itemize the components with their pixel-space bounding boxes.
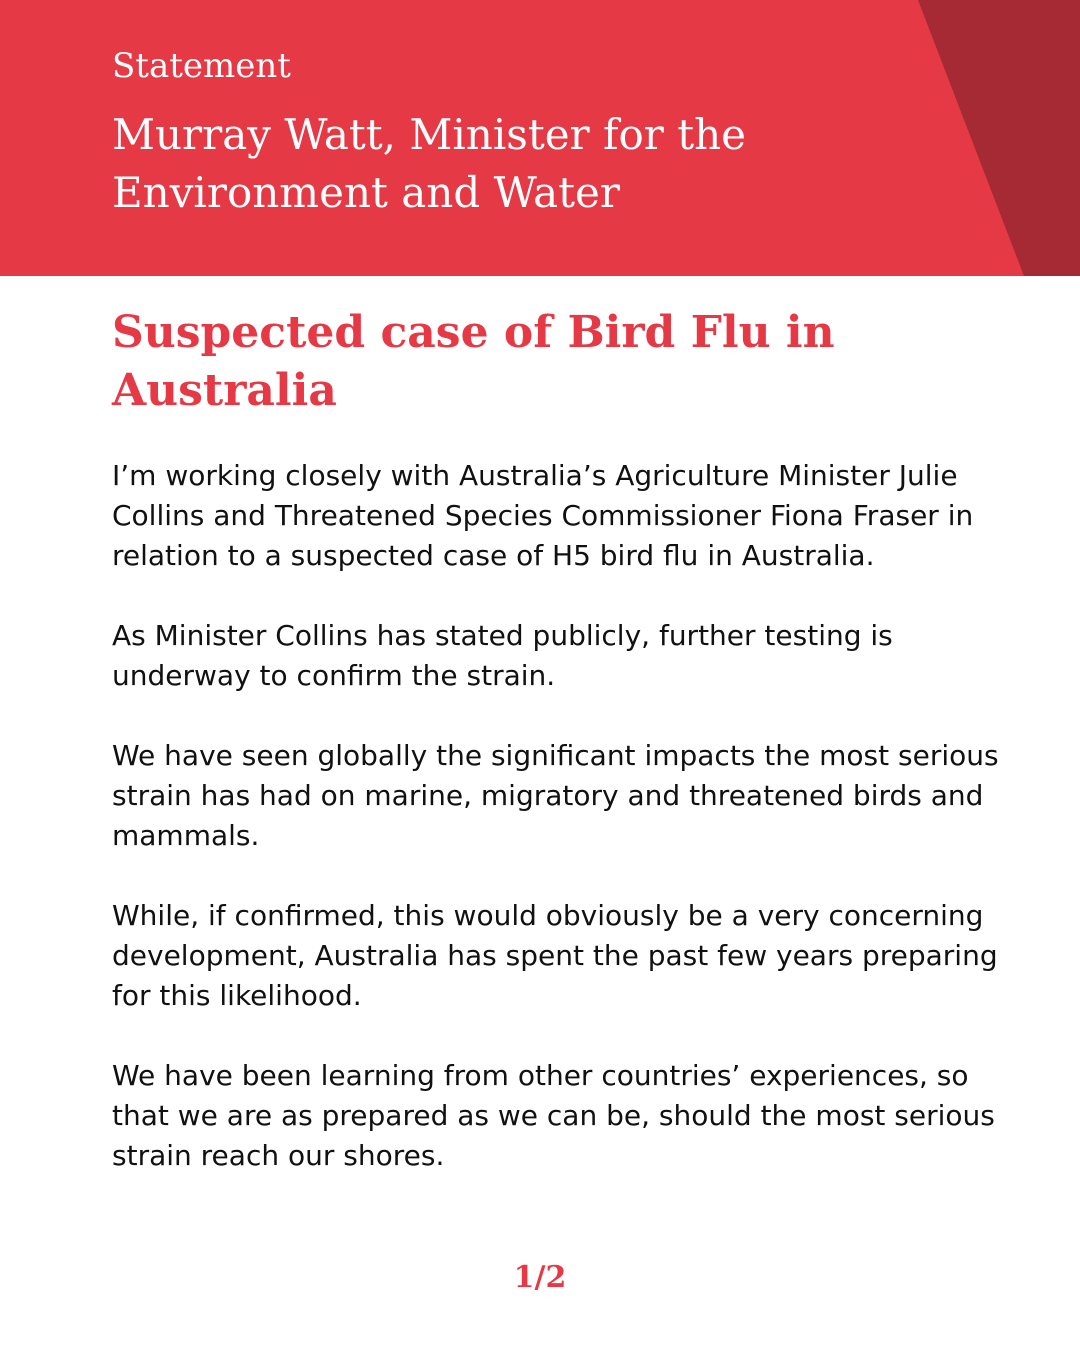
body-paragraph: As Minister Collins has stated publicly, further testing is underway to confirm the strain. (112, 619, 893, 692)
statement-kicker: Statement (112, 46, 291, 86)
statement-body (112, 456, 1012, 1216)
body-paragraph: I’m working closely with Australia’s Agriculture Minister Julie Collins and Threatened Species Commissioner Fiona Fraser in relation to a suspected case of H5 bird flu in Australia. (112, 459, 974, 572)
page-indicator: 1/2 (513, 1260, 567, 1295)
header-accent-polygon (918, 0, 1080, 276)
body-paragraph: While, if confirmed, this would obviously be a very concerning development, Australia has spent the past few years preparing for this likelihood. (112, 899, 998, 1012)
minister-byline: Murray Watt, Minister for the Environment and Water (112, 110, 747, 217)
body-paragraph: We have seen globally the significant impacts the most serious strain has had on marine, migratory and threatened birds and mammals. (112, 739, 999, 852)
statement-header (0, 0, 1080, 276)
statement-headline: Suspected case of Bird Flu in Australia (112, 307, 835, 416)
body-paragraph: We have been learning from other countries’ experiences, so that we are as prepared as we can be, should the most serious strain reach our shores. (112, 1059, 995, 1172)
